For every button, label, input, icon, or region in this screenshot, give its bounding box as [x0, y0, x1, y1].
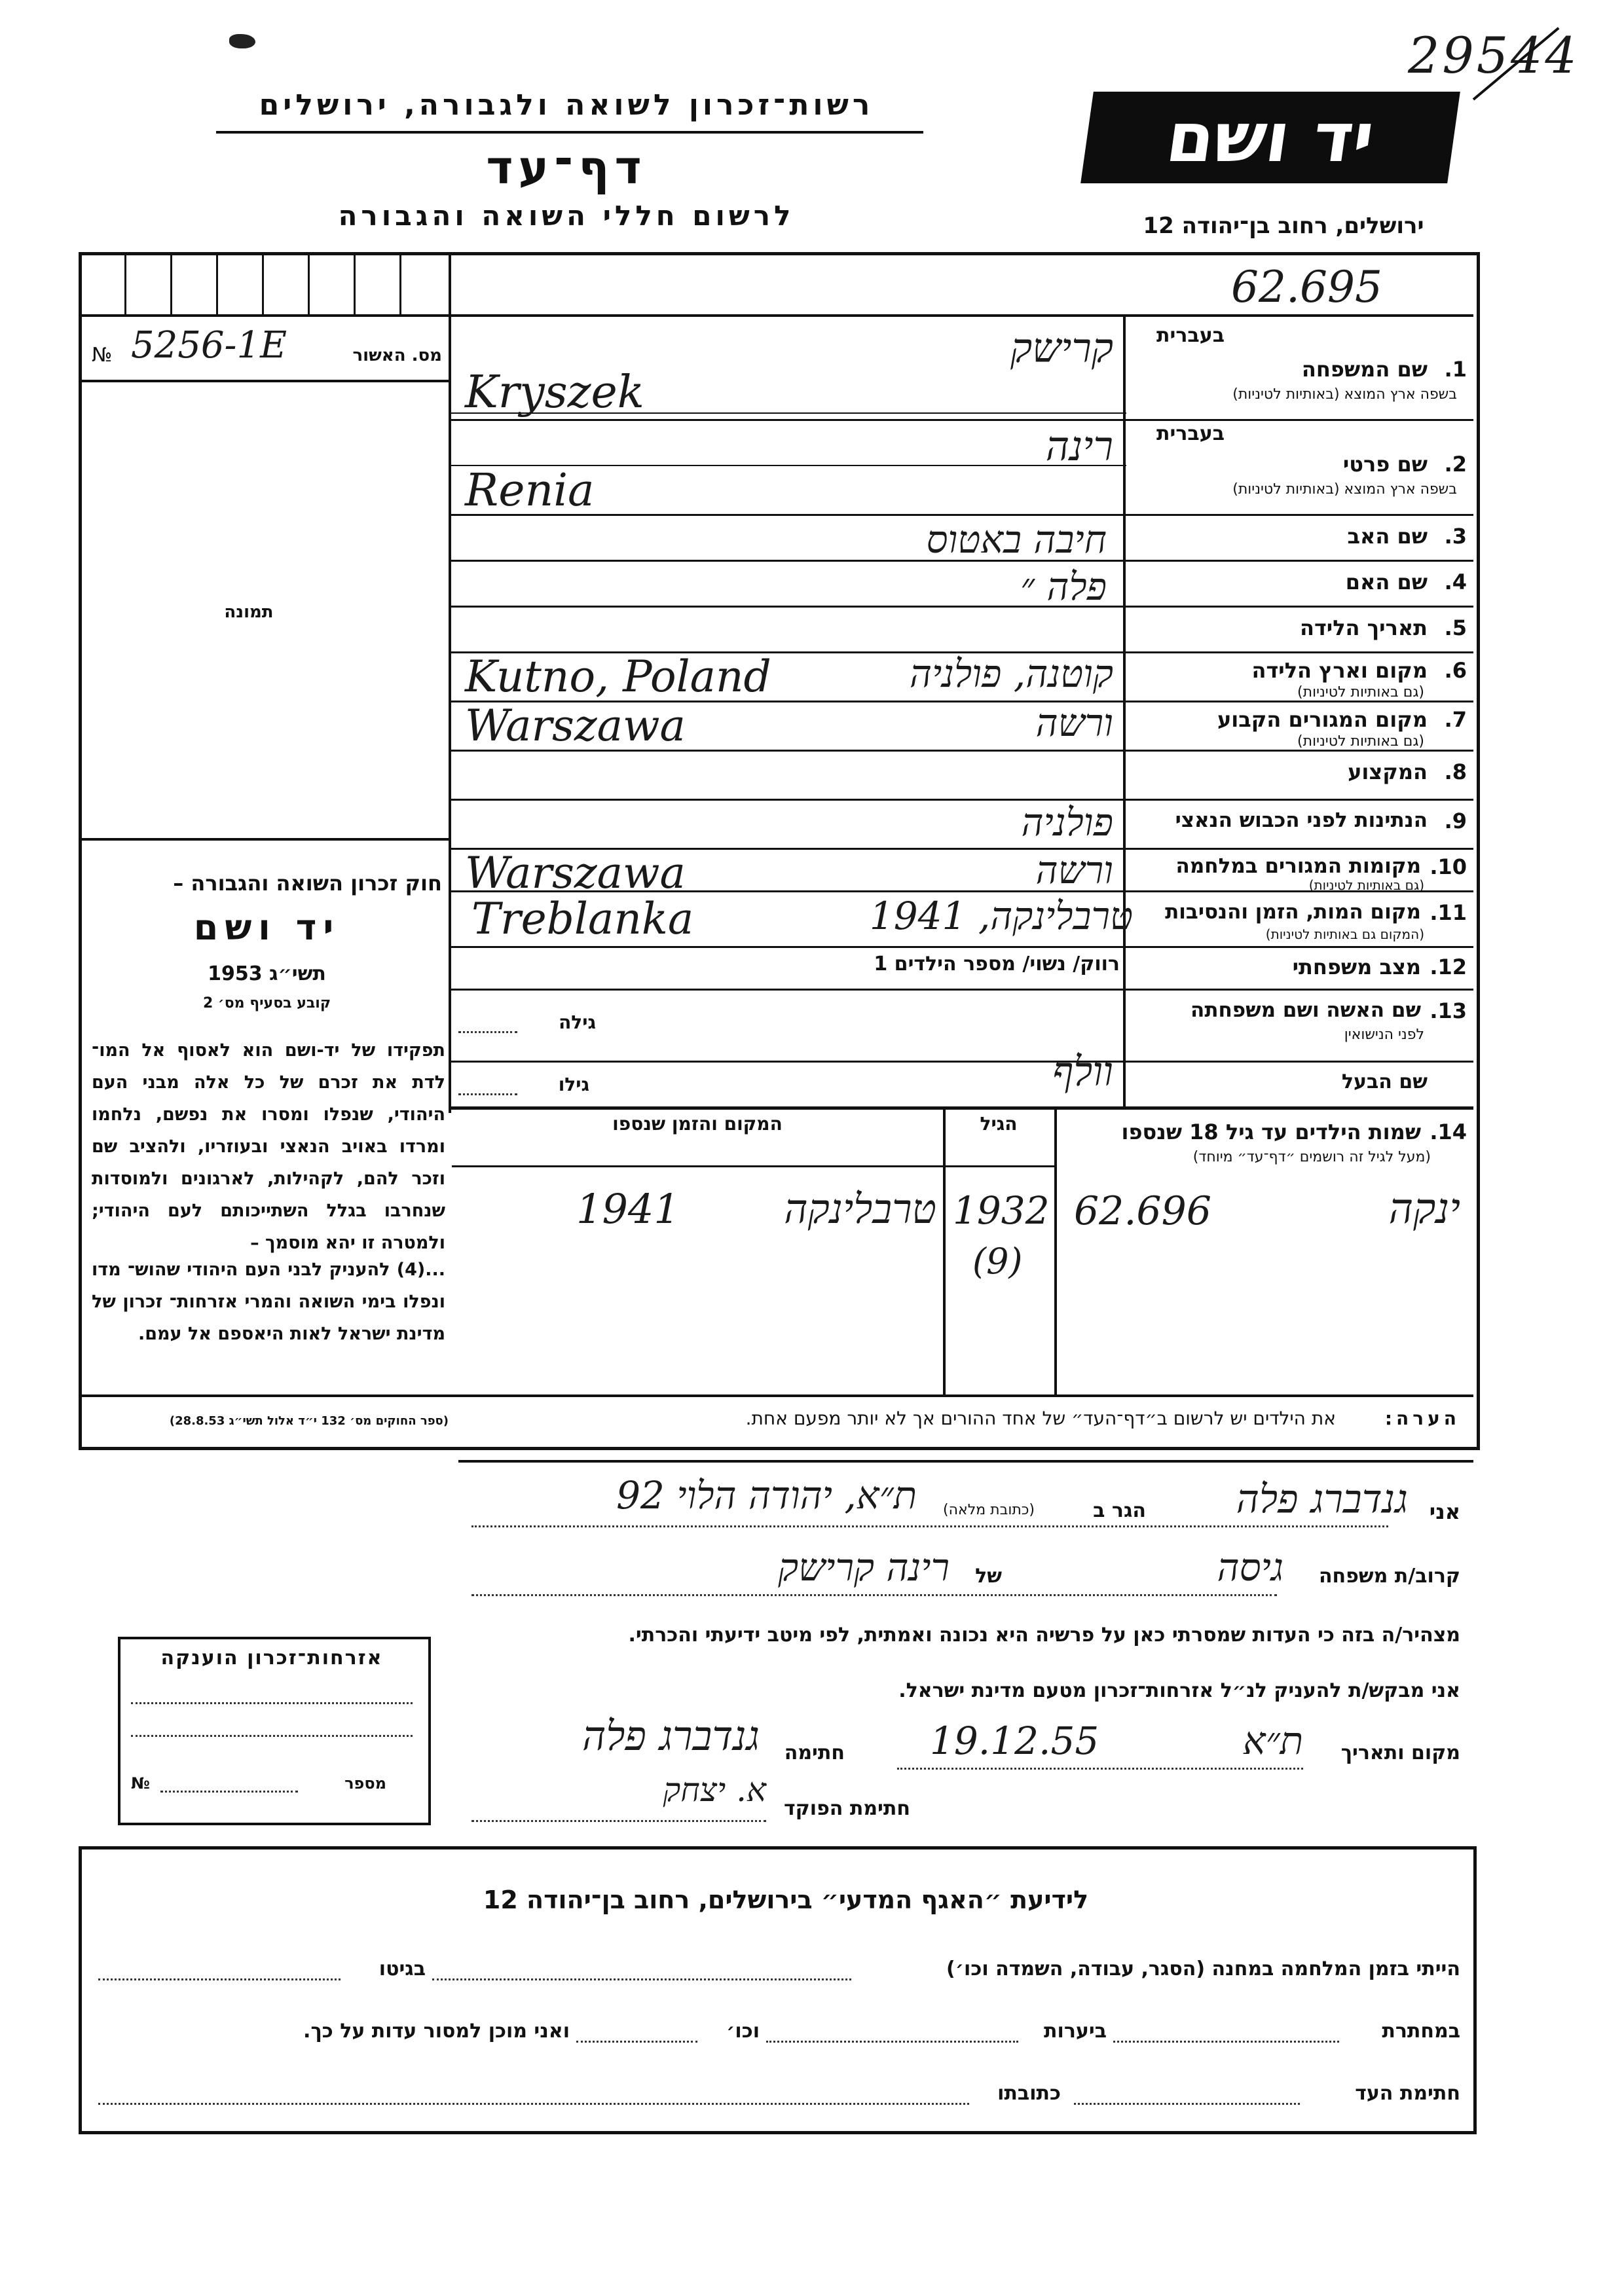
children-header-line	[452, 1165, 943, 1167]
field-1-value-latin: Kryszek	[465, 367, 644, 418]
citizenship-number-dots	[160, 1791, 298, 1793]
footer-top-line	[79, 1846, 1477, 1850]
decl-officer-label: חתימת הפוקד	[784, 1797, 910, 1820]
row-line	[449, 946, 1473, 948]
form-subtitle: לרשום חללי השואה והגבורה	[338, 200, 795, 232]
footer-line3-dots-a	[1074, 2103, 1300, 2105]
footer-line3-b: כתובתו	[997, 2082, 1061, 2105]
field-7-label: מקום המגורים הקבוע	[1217, 707, 1428, 732]
field-9-number: 9.	[1444, 809, 1467, 833]
child-record-number: 62.696	[1074, 1188, 1211, 1234]
field-6-number: 6.	[1444, 658, 1467, 683]
footer-line1-a: הייתי בזמן המלחמה במחנה (הסגר, עבודה, השמדה וכו׳)	[946, 1958, 1460, 1980]
field-7-value-latin: Warszawa	[465, 701, 686, 751]
field-3-number: 3.	[1444, 524, 1467, 549]
law-text-2: ...(4) להעניק לבני העם היהודי שהוש־ מדו ונפלו בימי השואה והמרי אזרחות־ זכרון של מדינת ישראל לאות היאספם אל עמם.	[92, 1260, 445, 1344]
field-1-sub: בשפה ארץ המוצא (באותיות לטיניות)	[1232, 386, 1457, 403]
field-8-label: המקצוע	[1348, 759, 1428, 784]
field-4-label: שם האם	[1345, 570, 1428, 594]
footer-line2-b: ביערות	[1044, 2020, 1107, 2043]
decl-place-date-label: מקום ותאריך	[1340, 1741, 1460, 1764]
citizenship-line-1	[131, 1702, 413, 1704]
field-10-value-latin: Warszawa	[465, 848, 686, 898]
footer-left-border	[79, 1846, 82, 2134]
approval-number: 5256-1E	[131, 324, 287, 367]
file-number: 29544	[1408, 26, 1579, 84]
strip-tick	[262, 255, 264, 314]
field-2-number: 2.	[1444, 452, 1467, 477]
approval-line	[82, 380, 449, 382]
strip-tick	[308, 255, 310, 314]
field-1-hebrew-prefix: בעברית	[1156, 324, 1225, 347]
citizenship-number-label: מספר	[344, 1774, 386, 1793]
label-column-divider	[1123, 314, 1126, 1106]
note-text: את הילדים יש לרשום ב״דף־העד״ של אחד ההורים אך לא יותר מפעם אחת.	[745, 1408, 1336, 1429]
husband-age-dots	[458, 1093, 517, 1095]
photo-label: תמונה	[224, 602, 274, 622]
decl-garim-b: הגר ב	[1093, 1499, 1146, 1522]
field-9-value: פולניה	[1021, 800, 1113, 845]
children-age-col-right	[1054, 1106, 1057, 1394]
citizenship-line-2	[131, 1735, 413, 1737]
field-8-number: 8.	[1444, 759, 1467, 784]
field-6-value-hebrew: קוטנה, פולניה	[909, 651, 1113, 696]
decl-statement: מצהיר/ה בזה כי העדות שמסרתי כאן על פרשיה היא נכונה ואמתית, לפי מיטב ידיעתי והכרתי.	[628, 1624, 1460, 1647]
record-number: 62.695	[1231, 262, 1382, 312]
citizenship-title: אזרחות־זכרון הוענקה	[160, 1647, 383, 1669]
punch-mark	[229, 34, 255, 48]
top-strip-line	[82, 314, 1473, 317]
decl-signature-label: חתימה	[784, 1741, 845, 1764]
child-age: 1932	[953, 1188, 1050, 1233]
approval-prefix: №	[92, 344, 113, 367]
authority-underline	[216, 131, 923, 134]
child-name: ינקה	[1388, 1185, 1460, 1233]
authority-line: רשות־זכרון לשואה ולגבורה, ירושלים	[259, 88, 874, 122]
wife-age-label: גילה	[559, 1011, 596, 1033]
decl-declarant: גנדברג פלה	[1236, 1476, 1408, 1522]
decl-ani: אני	[1429, 1499, 1460, 1524]
header-address: ירושלים, רחוב בן־יהודה 12	[1143, 213, 1424, 239]
children-col-age: הגיל	[980, 1113, 1018, 1135]
children-number: 14.	[1430, 1120, 1467, 1144]
side-column-divider	[449, 255, 451, 1113]
strip-tick	[399, 255, 401, 314]
field-12-label: מצב משפחתי	[1292, 955, 1421, 979]
field-5-number: 5.	[1444, 615, 1467, 640]
child-age-sub: (9)	[972, 1241, 1023, 1282]
decl-of-dots	[471, 1594, 1277, 1596]
field-11-label: מקום המות, הזמן והנסיבות	[1165, 900, 1421, 924]
field-2-value-hebrew: רינה	[1045, 422, 1113, 470]
decl-of-value: רינה קרישק	[778, 1545, 950, 1590]
footer-line2-a: במחתרת	[1382, 2020, 1460, 2043]
footer-line1-dots-b	[98, 1978, 341, 1980]
citizenship-number-prefix: №	[131, 1774, 150, 1793]
field-1-number: 1.	[1444, 357, 1467, 382]
wife-age-dots	[458, 1031, 517, 1033]
field-2-label: שם פרטי	[1342, 452, 1428, 477]
law-year: תשי״ג 1953	[208, 962, 326, 985]
field-10-sub: (גם באותיות לטיניות)	[1308, 877, 1424, 893]
field-3-label: שם האב	[1347, 524, 1428, 549]
children-bottom-line	[82, 1394, 1473, 1397]
field-1-value-hebrew: קרישק	[1010, 324, 1113, 372]
decl-relative-label: קרוב/ת משפחה	[1318, 1565, 1460, 1588]
footer-line2-dots-b	[766, 2041, 1018, 2043]
field-11-value-latin: Treblanka	[471, 894, 694, 944]
footer-line3-dots-b	[98, 2103, 969, 2105]
decl-address-dots	[471, 1525, 1388, 1527]
form-title: דף־עד	[486, 141, 647, 194]
decl-signature-value: גנדברג פלה	[582, 1712, 760, 1760]
decl-date-value: 19.12.55	[930, 1719, 1099, 1763]
field-10-label: מקומות המגורים במלחמה	[1175, 854, 1421, 878]
field-11-value-hebrew: טרבלינקה, 1941	[869, 894, 1133, 938]
field-2-sub: בשפה ארץ המוצא (באותיות לטיניות)	[1232, 481, 1457, 498]
husband-value: וולף	[1052, 1048, 1113, 1095]
field-5-label: תאריך הלידה	[1299, 615, 1428, 640]
row-line	[449, 514, 1473, 516]
decl-officer-value: א. יצחק	[663, 1771, 766, 1809]
children-header-line-age	[943, 1165, 1054, 1167]
children-age-col-left	[943, 1106, 946, 1394]
law-source: (ספר החוקים מס׳ 132 י״ד אלול תשי״ג 28.8.53)	[169, 1414, 449, 1428]
strip-tick	[216, 255, 218, 314]
footer-line2-dots-c	[576, 2041, 697, 2043]
field-10-number: 10.	[1430, 854, 1467, 879]
footer-line2-dots-a	[1113, 2041, 1339, 2043]
child-place: טרבלינקה	[784, 1185, 936, 1233]
row-line	[449, 419, 1473, 421]
footer-heading: לידיעת ״האגף המדעי״ בירושלים, רחוב בן־יהודה 12	[483, 1886, 1089, 1914]
decl-address-hint: (כתובת מלאה)	[943, 1502, 1035, 1518]
field-7-sub: (גם באותיות לטיניות)	[1297, 733, 1424, 750]
field-7-value-hebrew: ורשה	[1035, 701, 1113, 745]
field-11-sub: (המקום גם באותיות לטיניות)	[1265, 926, 1424, 942]
declaration-top-line	[458, 1460, 1473, 1463]
children-col-place-time: המקום והזמן שנספו	[612, 1113, 783, 1135]
photo-bottom-line	[82, 838, 449, 841]
field-13-number: 13.	[1430, 998, 1467, 1023]
law-name: יד ושם	[193, 907, 341, 948]
decl-request: אני מבקש/ת להעניק לנ״ל אזרחות־זכרון מטעם מדינת ישראל.	[898, 1679, 1460, 1702]
field-10-value-hebrew: ורשה	[1035, 848, 1113, 892]
strip-tick	[124, 255, 126, 314]
note-label: הערה:	[1384, 1408, 1460, 1429]
footer-line1-b: בגיטו	[378, 1958, 426, 1980]
field-3-value: חיבה באטוס	[926, 517, 1107, 562]
decl-relation-value: גיסה	[1217, 1545, 1283, 1590]
yad-vashem-logo: יד ושם	[1080, 92, 1460, 183]
decl-of-label: של	[975, 1565, 1002, 1588]
field-1-label: שם המשפחה	[1301, 357, 1428, 382]
footer-bottom-line	[79, 2131, 1477, 2134]
field-12-number: 12.	[1430, 955, 1467, 979]
field-6-value-latin: Kutno, Poland	[465, 651, 771, 702]
law-clause: קובע בסעיף מס׳ 2	[202, 995, 331, 1011]
field-6-sub: (גם באותיות לטיניות)	[1297, 684, 1424, 701]
husband-age-label: גילו	[558, 1074, 589, 1095]
husband-label: שם הבעל	[1341, 1070, 1428, 1093]
decl-date-dots	[897, 1768, 1303, 1770]
field-12-value: רווק/ נשוי/ מספר הילדים 1	[874, 953, 1120, 975]
field-4-number: 4.	[1444, 570, 1467, 594]
row-line	[449, 1106, 1473, 1110]
decl-place-value: ת״א	[1242, 1719, 1303, 1763]
law-text-1: תפקידו של יד-ושם הוא לאסוף אל המו־ לדת את זכרם של כל אלה מבני העם היהודי, שנפלו ומסרו את נפשם, נלחמו ומרדו באויב הנאצי ובעוזריו, ולהציב שם וזכר להם, לקהילות, לארגונים ולמוסדות שנחרבו בגלל השתייכותם לעם היהודי; ולמטרה זו יהא מוסמך –	[92, 1040, 445, 1253]
footer-line2-d: ואני מוכן למסור עדות על כך.	[303, 2020, 570, 2043]
field-7-number: 7.	[1444, 707, 1467, 732]
strip-tick	[354, 255, 356, 314]
footer-right-border	[1473, 1846, 1477, 2134]
decl-address-value: ת״א, יהודה הלוי 92	[616, 1473, 917, 1518]
field-9-label: הנתינות לפני הכבוש הנאצי	[1175, 809, 1428, 832]
field-11-number: 11.	[1430, 900, 1467, 925]
children-sub: (מעל לגיל זה רושמים ״דף־עד״ מיוחד)	[1192, 1149, 1431, 1165]
field-2-hebrew-prefix: בעברית	[1156, 422, 1225, 445]
strip-tick	[170, 255, 172, 314]
field-2-value-latin: Renia	[465, 465, 595, 517]
children-label: שמות הילדים עד גיל 18 שנספו	[1121, 1120, 1421, 1144]
law-heading: חוק זכרון השואה והגבורה –	[173, 871, 442, 896]
decl-officer-dots	[471, 1820, 766, 1822]
field-4-value: פלה ״	[1020, 564, 1107, 609]
child-year: 1941	[576, 1185, 680, 1233]
field-13-sub: לפני הנישואין	[1344, 1027, 1424, 1043]
field-13-label: שם האשה ושם משפחתה	[1190, 998, 1421, 1022]
footer-line2-c: וכו׳	[726, 2020, 760, 2043]
approval-label: מס. האשור	[352, 346, 442, 365]
field-6-label: מקום וארץ הלידה	[1251, 658, 1428, 683]
footer-line1-dots-a	[432, 1978, 851, 1980]
row-line	[449, 989, 1473, 991]
footer-line3-a: חתימת העד	[1355, 2082, 1460, 2105]
